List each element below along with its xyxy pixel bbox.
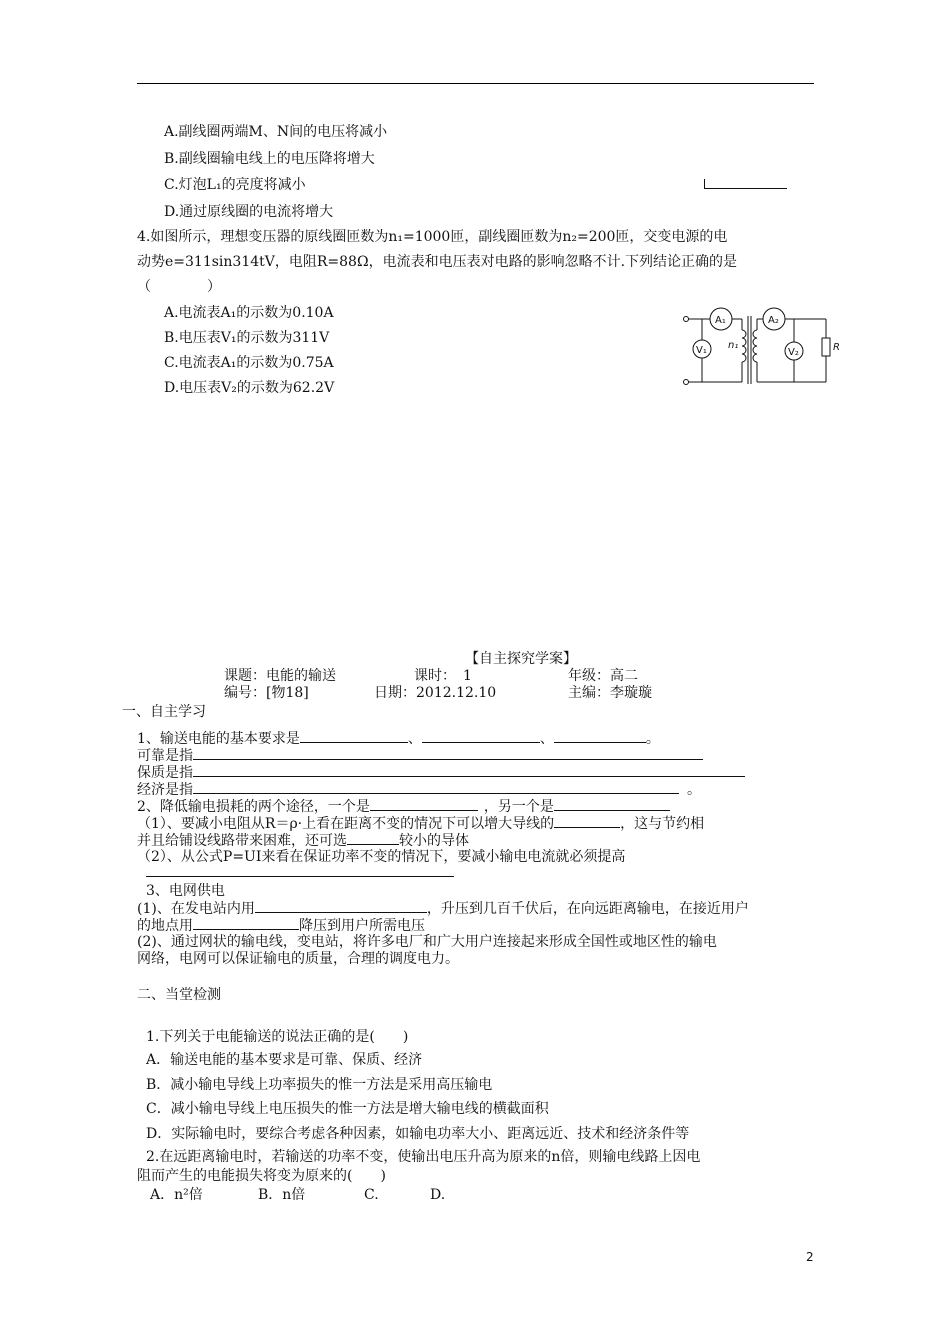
q2-option-d: D. [430, 1187, 446, 1203]
q1-option-b: B．减小输电导线上功率损失的惟一方法是采用高压输电 [146, 1077, 493, 1093]
q4-option-b: B.电压表V₁的示数为311V [164, 330, 330, 346]
grid-line1: (1)、在发电站内用 ，升压到几百千伏后，在向远距离输电，在接近用户 [137, 898, 749, 919]
label-v2: V₂ [788, 347, 799, 358]
q2-stem-line2: 阻而产生的电能损失将变为原来的( ) [137, 1168, 386, 1184]
q4-option-a: A.电流表A₁的示数为0.10A [164, 305, 334, 321]
q1-option-a: A．输送电能的基本要求是可靠、保质、经济 [146, 1052, 423, 1068]
q4-stem-line2: 动势e=311sin314tV，电阻R=88Ω，电流表和电压表对电路的影响忽略不计.下列结论正确的是 [137, 254, 738, 270]
label-n1: n₁ [728, 340, 739, 351]
q4-stem-line1: 4.如图所示，理想变压器的原线圈匝数为n₁=1000匝，副线圈匝数为n₂=200匝，交变电源的电 [137, 229, 728, 245]
header-date: 日期：2012.12.10 [374, 685, 497, 701]
q1-option-d: D．实际输电时，要综合考虑各种因素，如输电功率大小、距离远近、技术和经济条件等 [146, 1126, 690, 1142]
label-r: R [833, 342, 840, 353]
grid-line2: 的地点用 降压到用户所需电压 [137, 915, 425, 936]
q2-option-b: B．n倍 [258, 1187, 306, 1203]
q2-option-a: A．n²倍 [150, 1187, 203, 1203]
economy-line: 经济是指 。 [137, 779, 701, 800]
transformer-circuit-diagram [676, 302, 846, 388]
grid-line3: (2)、通过网状的输电线，变电站，将许多电厂和广大用户连接起来形成全国性或地区性的输电 [137, 934, 717, 950]
q2-stem-line1: 2.在远距离输电时，若输送的功率不变，使输出电压升高为原来的n倍，则输电线路上因电 [146, 1149, 701, 1165]
grid-title: 3、电网供电 [146, 883, 225, 899]
page-number: 2 [806, 1250, 814, 1264]
header-grade: 年级：高二 [568, 668, 638, 684]
header-period: 课时： 1 [414, 668, 472, 684]
label-a2: A₂ [768, 315, 779, 326]
label-a1: A₁ [715, 315, 726, 326]
q4-option-c: C.电流表A₁的示数为0.75A [164, 355, 334, 371]
conductor-line: 并且给铺设线路带来困难，还可选 较小的导体 [137, 830, 469, 851]
header-code: 编号：[物18] [224, 685, 309, 701]
figure-fragment [704, 179, 787, 189]
header-editor: 主编：李璇璇 [568, 685, 652, 701]
q3-option-a: A.副线圈两端M、N间的电压将减小 [164, 124, 388, 140]
loss-reduction-line: 2、降低输电损耗的两个途径，一个是 ，另一个是 [137, 796, 670, 817]
q3-option-d: D.通过原线圈的电流将增大 [164, 204, 334, 220]
quality-line: 保质是指 [137, 762, 745, 783]
section1-heading: 一、自主学习 [122, 704, 206, 720]
q1-option-c: C．减小输电导线上电压损失的惟一方法是增大输电线的横截面积 [146, 1101, 549, 1117]
q3-option-c: C.灯泡L₁的亮度将减小 [164, 177, 306, 193]
label-v1: V₁ [696, 345, 707, 356]
reliable-line: 可靠是指 [137, 745, 703, 766]
study-plan-title: 【自主探究学案】 [465, 651, 577, 667]
section2-heading: 二、当堂检测 [137, 987, 221, 1003]
header-topic: 课题：电能的输送 [224, 668, 336, 684]
q2-option-c: C. [364, 1187, 379, 1203]
header-rule [137, 83, 814, 84]
voltage-answer-blank [146, 876, 454, 877]
voltage-line: （2）、从公式P=UI来看在保证功率不变的情况下，要减小输电电流就必须提高 [137, 849, 626, 865]
grid-line4: 网络，电网可以保证输电的质量，合理的调度电力。 [137, 951, 459, 967]
basic-requirements-line: 1、输送电能的基本要求是 、 、 。 [137, 728, 660, 749]
resistance-line: （1）、要减小电阻从R＝ρ·上看在距离不变的情况下可以增大导线的 ，这与节约相 [137, 813, 704, 834]
q3-option-b: B.副线圈输电线上的电压降将增大 [164, 151, 375, 167]
q4-option-d: D.电压表V₂的示数为62.2V [164, 380, 335, 396]
q4-answer-blank: （ ） [137, 279, 221, 295]
q1-stem: 1.下列关于电能输送的说法正确的是( ) [146, 1029, 409, 1045]
